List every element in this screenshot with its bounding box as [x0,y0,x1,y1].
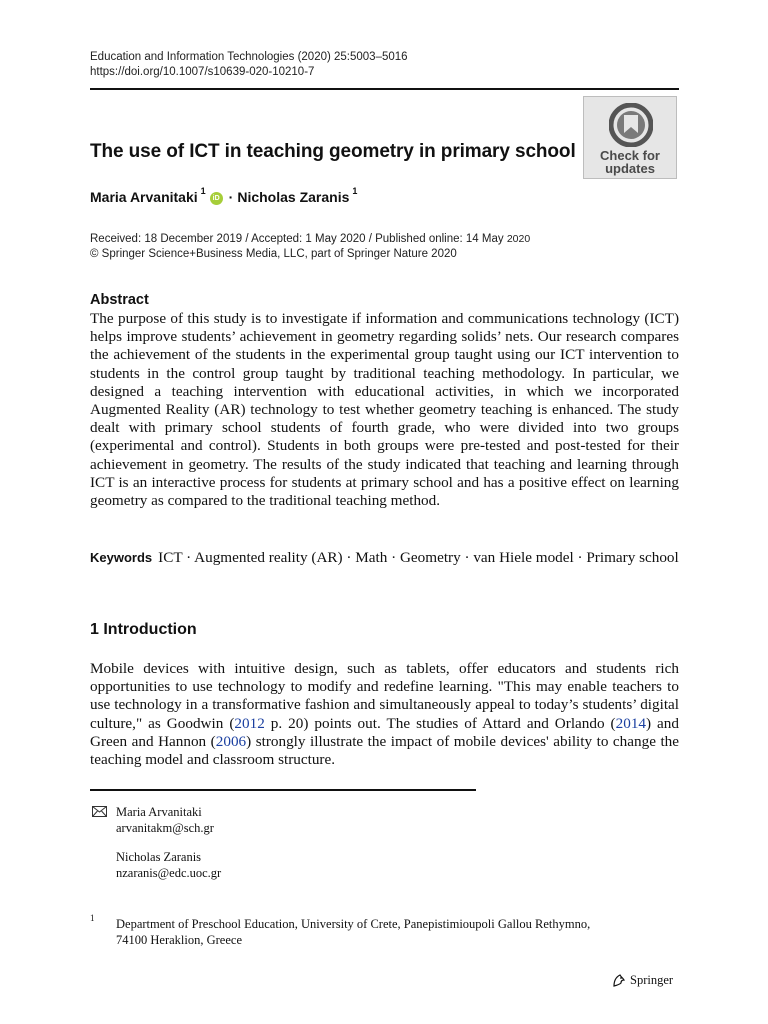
author-affil-sup-2: 1 [352,186,358,196]
author-name-1[interactable]: Maria Arvanitaki [90,189,198,205]
publisher-logo [611,973,673,988]
introduction-paragraph [90,660,679,769]
contact-email-1[interactable]: arvanitakm@sch.gr [116,821,214,835]
contact-name-1: Maria Arvanitaki [116,805,202,819]
citation-link-green[interactable]: 2006 [215,732,247,750]
badge-line2: updates [605,161,655,176]
keywords-text: ICT · Augmented reality (AR) · Math · Geometry · van Hiele model · Primary school [158,549,679,566]
footnote-rule [90,789,476,791]
intro-text-2: p. 20) points out. The studies of Attard and Orlando ( [264,714,616,732]
contact-name-2: Nicholas Zaranis [116,850,202,864]
badge-line1: Check for [600,148,660,163]
paper-title: The use of ICT in teaching geometry in primary school [90,141,576,162]
keywords-label: Keywords [90,550,153,565]
copyright-line: © Springer Science+Business Media, LLC, part of Springer Nature 2020 [90,248,457,260]
citation-link-attard[interactable]: 2014 [615,714,646,732]
publication-dates [90,232,530,262]
springer-horse-icon [611,973,626,988]
header-rule [90,88,679,90]
dates-year: 2020 [506,233,531,245]
check-updates-icon [609,103,653,147]
affiliation [116,917,676,948]
citation-link-goodwin[interactable]: 2012 [234,714,265,732]
check-for-updates-badge[interactable] [583,96,677,179]
doi-link[interactable]: https://doi.org/10.1007/s10639-020-10210-7 [90,66,315,78]
author-separator: · [228,189,234,205]
author-name-2[interactable]: Nicholas Zaranis [237,189,350,205]
author-affil-sup-1: 1 [200,186,206,196]
keywords-block [90,549,679,568]
intro-text-1: Mobile devices with intuitive design, such as tablets, offer educators and students rich opportunities to use technology to modify and redefine learning. "This may enable teachers to use technology in a transformative fashion and simultaneously appeal to today’s students’ digital culture," as Goodwin ( [90,660,679,732]
orcid-icon[interactable]: iD [210,192,223,205]
section-heading-introduction: 1 Introduction [90,621,197,638]
author-list [90,186,358,205]
affiliation-number: 1 [90,913,95,923]
affiliation-line-1: Department of Preschool Education, University of Crete, Panepistimioupoli Gallou Rethymno, [116,917,591,931]
contact-email-2[interactable]: nzaranis@edc.uoc.gr [116,866,222,880]
intro-text-3: ) and Green and Hannon ( [90,714,679,750]
affiliation-line-2: 74100 Heraklion, Greece [116,932,242,947]
abstract-heading: Abstract [90,292,149,308]
intro-text-4: ) strongly illustrate the impact of mobile devices' ability to change the teaching model and classroom structure. [90,732,680,769]
publisher-name: Springer [630,973,674,987]
envelope-icon [92,806,107,817]
abstract-body: The purpose of this study is to investigate if information and communications technology (ICT) helps improve students’ achievement in geometry regarding solids’ nets. Our research compares the achievement of the students in the experimental group taught using our ICT intervention to students in the control group taught by traditional teaching methodology. In particular, we designed a teaching intervention with educational activities, in which we incorporated Augmented Reality (AR) technology to test whether geometry teaching is enhanced. The study dealt with primary school students of fourth grade, who were divided into two groups (experimental and control). Students in both groups were pre-tested and post-tested for their achievement in geometry. The results of the study indicated that teaching and learning through ICT is an interactive process for students at primary school and has a positive effect on learning geometry as compared to the traditional teaching method. [90,310,679,510]
journal-citation: Education and Information Technologies (2020) 25:5003–5016 [90,51,408,63]
dates-line: Received: 18 December 2019 / Accepted: 1 May 2020 / Published online: 14 May [90,233,504,245]
